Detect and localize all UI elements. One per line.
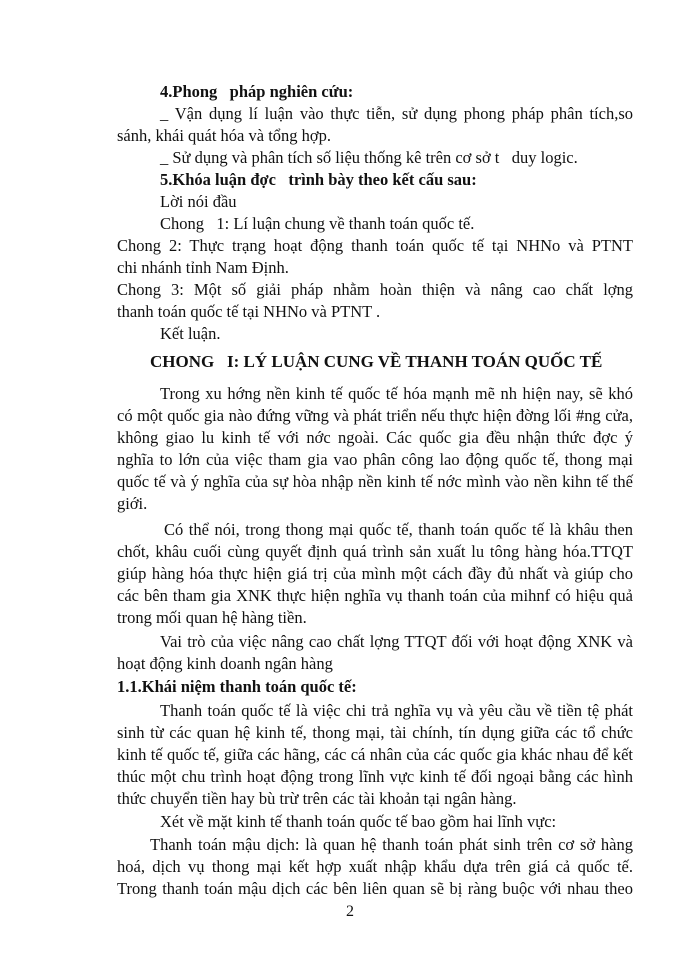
text-line: Thanh toán mậu dịch: là quan hệ thanh toán phát sinh trên cơ sở hàng (150, 835, 633, 854)
text-line: hoá, dịch vụ thong mại kết hợp xuất nhập khẩu dựa trên giá cả quốc tế. (117, 857, 633, 876)
text-line: trong mối quan hệ hàng tiền. (117, 608, 307, 627)
text-line: Thanh toán quốc tế là việc chi trả nghĩa vụ và yêu cầu về tiền tệ phát (160, 701, 633, 720)
text-line: Kết luận. (160, 324, 221, 343)
text-line: thức chuyển tiền hay bù trừ trên các tài khoản tại ngân hàng. (117, 789, 517, 808)
text-line: không giao lu kinh tế với nớc ngoài. Các quốc gia đều nhận thức đợc ý (117, 428, 633, 447)
text-line: chi nhánh tỉnh Nam Định. (117, 258, 289, 277)
text-line: Có thể nói, trong thong mại quốc tế, thanh toán quốc tế là khâu then (164, 520, 633, 539)
text-line: Trong xu hớng nền kinh tế quốc tế hóa mạnh mẽ nh hiện nay, sẽ khó (160, 384, 633, 403)
text-line: Chong 1: Lí luận chung về thanh toán quốc tế. (160, 214, 475, 233)
text-line: thanh toán quốc tế tại NHNo và PTNT . (117, 302, 381, 321)
text-line: hoạt động kinh doanh ngân hàng (117, 654, 333, 673)
text-line: nghĩa to lớn của việc tham gia vao phân công lao động quốc tế, thong mại (117, 450, 633, 469)
chapter-title: CHONG I: LÝ LUẬN CUNG VỀ THANH TOÁN QUỐC TẾ (150, 352, 603, 371)
text-line: Lời nói đầu (160, 192, 237, 211)
text-line: _ Vận dụng lí luận vào thực tiễn, sử dụng phong pháp phân tích,so (160, 104, 633, 123)
section-heading: 4.Phong pháp nghiên cứu: (160, 82, 354, 101)
section-heading: 5.Khóa luận đợc trình bày theo kết cấu sau: (160, 170, 477, 189)
subsection-heading: 1.1.Khái niệm thanh toán quốc tế: (117, 677, 357, 696)
text-line: có một quốc gia nào đứng vững và phát triển nếu thực hiện đờng lối #ng cửa, (117, 406, 633, 425)
text-line: giúp hàng hóa thực hiện giá trị của mình một cách đầy đủ nhất và giúp cho (117, 564, 633, 583)
text-line: Chong 2: Thực trạng hoạt động thanh toán quốc tế tại NHNo và PTNT (117, 236, 633, 255)
text-line: Xét về mặt kinh tế thanh toán quốc tế bao gồm hai lĩnh vực: (160, 812, 557, 831)
text-line: thúc một chu trình hoạt động trong lĩnh vực kinh tế đối ngoại bằng các hình (117, 767, 633, 786)
page-number: 2 (346, 903, 354, 920)
text-line: quốc tế và ý nghĩa của sự hòa nhập nền kinh tế nớc mình vào nền kihn tế thế (117, 472, 633, 491)
text-line: các bên tham gia XNK thực hiện nghĩa vụ thanh toán của mihnf có hiệu quả (117, 586, 633, 605)
text-line: chốt, khâu cuối cùng quyết định quá trình sản xuất lu tông hàng hóa.TTQT (117, 542, 633, 561)
text-line: Vai trò của việc nâng cao chất lợng TTQT đối với hoạt động XNK và (160, 632, 633, 651)
text-line: sánh, khái quát hóa và tổng hợp. (117, 126, 332, 145)
text-line: Chong 3: Một số giải pháp nhằm hoàn thiện và nâng cao chất lợng (117, 280, 633, 299)
text-line: sinh từ các quan hệ kinh tế, thong mại, tài chính, tín dụng giữa các tổ chức (117, 723, 633, 742)
text-line: Trong thanh toán mậu dịch các bên liên quan sẽ bị ràng buộc với nhau theo (117, 879, 633, 898)
text-line: kinh tế quốc tế, giữa các hãng, các cá nhân của các quốc gia khác nhau để kết (117, 745, 633, 764)
text-line: _ Sử dụng và phân tích số liệu thống kê trên cơ sở t duy logic. (160, 148, 578, 167)
text-line: giới. (117, 494, 148, 513)
